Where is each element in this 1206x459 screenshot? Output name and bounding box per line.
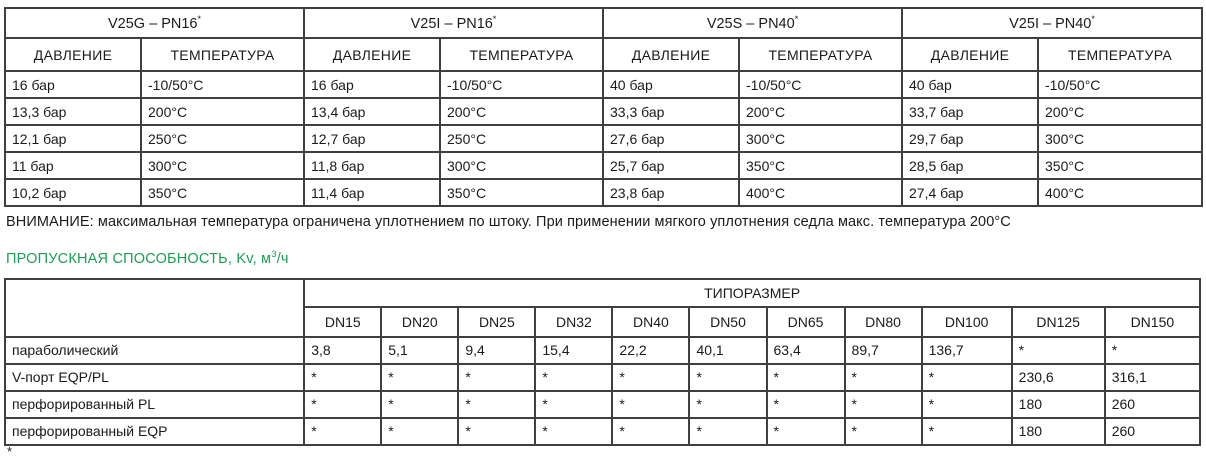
kv-value: * xyxy=(612,364,689,391)
temperature-value: 200°C xyxy=(1038,98,1202,125)
temperature-value: 200°C xyxy=(440,98,603,125)
kv-value: * xyxy=(767,364,845,391)
kv-value: 5,1 xyxy=(381,337,458,364)
pressure-value: 40 бар xyxy=(902,71,1038,98)
size-header-cell: ТИПОРАЗМЕР xyxy=(304,279,1200,307)
table-row xyxy=(5,71,1202,98)
kv-value: * xyxy=(767,391,845,418)
kv-value: * xyxy=(845,418,922,445)
kv-value: 22,2 xyxy=(612,337,689,364)
kv-value: 40,1 xyxy=(689,337,766,364)
table-row xyxy=(5,125,1202,152)
pressure-column-header: ДАВЛЕНИЕ xyxy=(902,38,1038,71)
dn-column-header: DN100 xyxy=(922,307,1012,337)
temperature-column-header: ТЕМПЕРАТУРА xyxy=(1038,38,1202,71)
temperature-value: -10/50°C xyxy=(141,71,304,98)
table-row xyxy=(5,98,1202,125)
pressure-column-header: ДАВЛЕНИЕ xyxy=(603,38,739,71)
kv-capacity-table xyxy=(4,278,1201,446)
pressure-value: 16 бар xyxy=(304,71,440,98)
kv-value: 136,7 xyxy=(922,337,1012,364)
kv-value: * xyxy=(381,364,458,391)
dn-column-header: DN15 xyxy=(304,307,381,337)
pressure-column-header: ДАВЛЕНИЕ xyxy=(5,38,141,71)
temperature-value: 200°C xyxy=(739,98,902,125)
plug-type-label: параболический xyxy=(5,337,304,364)
kv-capacity-heading xyxy=(6,249,1202,267)
temperature-value: 400°C xyxy=(739,179,902,206)
table-row xyxy=(5,418,1200,445)
kv-value: 63,4 xyxy=(767,337,845,364)
asterisk-mark: * xyxy=(492,14,497,25)
valve-model-label: V25I – PN16 xyxy=(410,15,493,32)
valve-model-v25i-pn40 xyxy=(902,8,1202,38)
table-row xyxy=(5,179,1202,206)
valve-model-v25i-pn16 xyxy=(304,8,603,38)
temperature-value: -10/50°C xyxy=(440,71,603,98)
valve-model-v25g-pn16 xyxy=(5,8,304,38)
valve-model-label: V25I – PN40 xyxy=(1009,15,1092,32)
plug-type-label: V-порт EQP/PL xyxy=(5,364,304,391)
pressure-value: 12,1 бар xyxy=(5,125,141,152)
temperature-value: 250°C xyxy=(440,125,603,152)
kv-value: * xyxy=(535,418,612,445)
pressure-value: 40 бар xyxy=(603,71,739,98)
pressure-value: 12,7 бар xyxy=(304,125,440,152)
kv-heading-superscript: 3 xyxy=(271,249,277,260)
pressure-value: 33,7 бар xyxy=(902,98,1038,125)
kv-value: * xyxy=(535,391,612,418)
kv-value: * xyxy=(922,364,1012,391)
table-row xyxy=(5,337,1200,364)
table-row xyxy=(5,391,1200,418)
temperature-column-header: ТЕМПЕРАТУРА xyxy=(440,38,603,71)
kv-value: 260 xyxy=(1105,391,1200,418)
dn-column-header: DN20 xyxy=(381,307,458,337)
pressure-value: 28,5 бар xyxy=(902,152,1038,179)
pressure-value: 11,8 бар xyxy=(304,152,440,179)
kv-value: * xyxy=(458,364,535,391)
temperature-value: 250°C xyxy=(141,125,304,152)
kv-value: 260 xyxy=(1105,418,1200,445)
temperature-value: 300°C xyxy=(1038,125,1202,152)
temperature-value: 300°C xyxy=(141,152,304,179)
kv-heading-text: ПРОПУСКНАЯ СПОСОБНОСТЬ, Kv, м xyxy=(6,250,272,267)
temperature-value: 350°C xyxy=(1038,152,1202,179)
kv-value: * xyxy=(304,391,381,418)
valve-model-label: V25G – PN16 xyxy=(108,15,198,32)
kv-value: 230,6 xyxy=(1012,364,1105,391)
kv-value: 180 xyxy=(1012,391,1105,418)
kv-value: * xyxy=(1105,337,1200,364)
pressure-temperature-table xyxy=(4,7,1203,207)
kv-value: 9,4 xyxy=(458,337,535,364)
valve-model-v25s-pn40 xyxy=(603,8,902,38)
kv-value: * xyxy=(612,418,689,445)
size-header-row xyxy=(5,279,1200,307)
kv-value: * xyxy=(381,391,458,418)
asterisk-mark: * xyxy=(1091,14,1095,25)
pressure-value: 13,3 бар xyxy=(5,98,141,125)
pressure-value: 11,4 бар xyxy=(304,179,440,206)
pressure-value: 29,7 бар xyxy=(902,125,1038,152)
pressure-value: 27,6 бар xyxy=(603,125,739,152)
temperature-value: 350°C xyxy=(739,152,902,179)
temperature-value: -10/50°C xyxy=(739,71,902,98)
pressure-value: 33,3 бар xyxy=(603,98,739,125)
pressure-value: 11 бар xyxy=(5,152,141,179)
footnote-asterisk: * xyxy=(7,443,13,459)
table-row xyxy=(5,364,1200,391)
pressure-value: 23,8 бар xyxy=(603,179,739,206)
dn-column-header: DN65 xyxy=(767,307,845,337)
plug-type-label: перфорированный PL xyxy=(5,391,304,418)
dn-column-header: DN50 xyxy=(689,307,766,337)
asterisk-mark: * xyxy=(197,14,201,25)
valve-model-header-row xyxy=(5,8,1202,38)
pressure-column-header: ДАВЛЕНИЕ xyxy=(304,38,440,71)
kv-value: * xyxy=(922,418,1012,445)
temperature-value: -10/50°C xyxy=(1038,71,1202,98)
temperature-column-header: ТЕМПЕРАТУРА xyxy=(141,38,304,71)
kv-value: * xyxy=(381,418,458,445)
dn-column-header: DN150 xyxy=(1105,307,1200,337)
kv-value: 89,7 xyxy=(845,337,922,364)
kv-value: 3,8 xyxy=(304,337,381,364)
temperature-value: 350°C xyxy=(440,179,603,206)
kv-value: * xyxy=(1012,337,1105,364)
temperature-value: 300°C xyxy=(440,152,603,179)
kv-value: * xyxy=(304,418,381,445)
kv-value: * xyxy=(922,391,1012,418)
temperature-column-header: ТЕМПЕРАТУРА xyxy=(739,38,902,71)
kv-value: * xyxy=(845,391,922,418)
dn-column-header: DN25 xyxy=(458,307,535,337)
kv-value: * xyxy=(767,418,845,445)
dn-column-header: DN32 xyxy=(535,307,612,337)
kv-value: * xyxy=(845,364,922,391)
pressure-value: 16 бар xyxy=(5,71,141,98)
dn-column-header: DN80 xyxy=(845,307,922,337)
kv-value: 316,1 xyxy=(1105,364,1200,391)
kv-value: * xyxy=(612,391,689,418)
column-header-row xyxy=(5,38,1202,71)
kv-value: 15,4 xyxy=(535,337,612,364)
kv-value: * xyxy=(458,391,535,418)
pressure-value: 25,7 бар xyxy=(603,152,739,179)
empty-corner-cell xyxy=(5,279,304,337)
temperature-value: 400°C xyxy=(1038,179,1202,206)
kv-value: * xyxy=(689,418,766,445)
dn-column-header: DN40 xyxy=(612,307,689,337)
kv-value: * xyxy=(458,418,535,445)
dn-column-header: DN125 xyxy=(1012,307,1105,337)
kv-value: * xyxy=(304,364,381,391)
kv-value: * xyxy=(535,364,612,391)
pressure-value: 10,2 бар xyxy=(5,179,141,206)
valve-model-label: V25S – PN40 xyxy=(706,15,795,32)
temperature-value: 350°C xyxy=(141,179,304,206)
kv-value: * xyxy=(689,364,766,391)
asterisk-mark: * xyxy=(794,14,799,25)
pressure-value: 13,4 бар xyxy=(304,98,440,125)
table-row xyxy=(5,152,1202,179)
kv-value: * xyxy=(689,391,766,418)
kv-heading-unit-tail: /ч xyxy=(276,250,289,267)
temperature-value: 200°C xyxy=(141,98,304,125)
kv-value: 180 xyxy=(1012,418,1105,445)
warning-note: ВНИМАНИЕ: максимальная температура ограничена уплотнением по штоку. При применении мягкого уплотнения седла макс. температура 200°C xyxy=(6,214,1011,230)
plug-type-label: перфорированный EQP xyxy=(5,418,304,445)
pressure-value: 27,4 бар xyxy=(902,179,1038,206)
temperature-value: 300°C xyxy=(739,125,902,152)
